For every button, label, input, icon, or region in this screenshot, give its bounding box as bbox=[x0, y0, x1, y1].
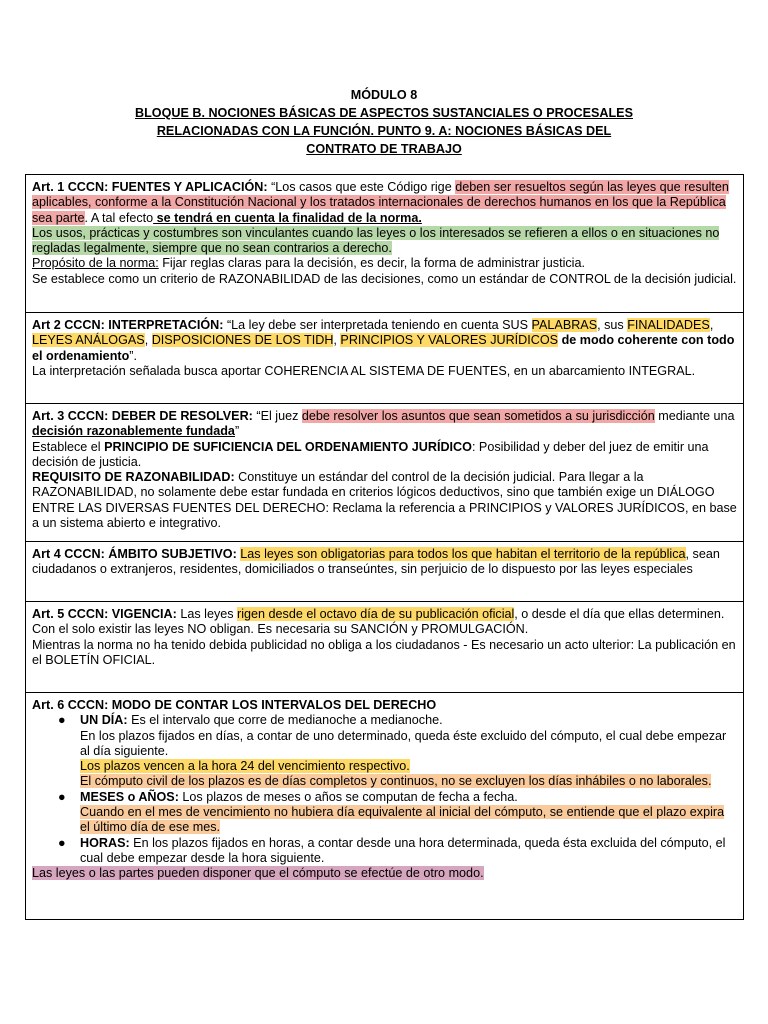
bold-text: PRINCIPIO DE SUFICIENCIA DEL ORDENAMIENTO JURÍDICO bbox=[104, 439, 472, 454]
article-2-cell bbox=[26, 313, 743, 404]
highlight-yellow: DISPOSICIONES DE LOS TIDH bbox=[151, 333, 334, 348]
article-3-title: Art. 3 CCCN: DEBER DE RESOLVER: bbox=[32, 409, 253, 423]
text: La interpretación señalada busca aportar COHERENCIA AL SISTEMA DE FUENTES, en un abarcamiento INTEGRAL. bbox=[32, 363, 696, 378]
bold-label: HORAS: bbox=[80, 835, 130, 850]
article-5-title: Art. 5 CCCN: VIGENCIA: bbox=[32, 607, 177, 621]
text: Establece el bbox=[32, 439, 105, 454]
block-title-line-3: CONTRATO DE TRABAJO bbox=[306, 142, 462, 156]
highlight-yellow: rigen desde el octavo día de su publicación oficial bbox=[237, 607, 515, 621]
text: “El juez bbox=[252, 409, 302, 423]
highlight-orange: Cuando en el mes de vencimiento no hubiera día equivalente al inicial del cómputo, se entiende que el plazo expira el último día de ese mes. bbox=[80, 805, 725, 835]
text: Es el intervalo que corre de medianoche a medianoche. bbox=[127, 713, 443, 728]
highlight-yellow: PALABRAS bbox=[531, 318, 598, 332]
article-6-cell bbox=[26, 693, 743, 919]
text: En los plazos fijados en días, a contar de uno determinado, queda éste excluido del cómputo, el cual debe empezar al día siguiente. bbox=[80, 728, 727, 758]
bullet-icon: ● bbox=[58, 789, 66, 804]
article-5-cell bbox=[26, 602, 743, 693]
text: “Los casos que este Código rige bbox=[267, 180, 456, 194]
text: En los plazos fijados en horas, a contar desde una hora determinada, queda ésta excluida del cómputo, el cual debe empezar desde la hora siguiente. bbox=[80, 835, 726, 865]
text: Se establece como un criterio de RAZONABILIDAD de las decisiones, como un estándar de CONTROL de la decisión judicial. bbox=[32, 271, 737, 286]
highlight-yellow: PRINCIPIOS Y VALORES JURÍDICOS bbox=[340, 333, 559, 348]
article-3-cell bbox=[26, 404, 743, 542]
text: , sus bbox=[597, 318, 628, 332]
article-4-cell bbox=[26, 542, 743, 602]
bold-text: de modo coherente con todo el ordenamiento bbox=[32, 333, 735, 363]
text: Los plazos de meses o años se computan de fecha a fecha. bbox=[178, 789, 518, 804]
bold-label: MESES o AÑOS: bbox=[80, 789, 179, 804]
text: Constituye un estándar del control de la decisión judicial. Para llegar a la RAZONABILIDAD, no solamente debe estar fundada en criterios lógicos deductivos, sino que también exige un DIÁLOGO ENTRE LAS DIVERSAS FUENTES DEL DERECHO: Reclama la referencia a PRINCIPIOS y VALORES JURÍDICOS, en base a un sistema abierto e integrativo. bbox=[32, 470, 737, 531]
text: : Posibilidad y deber del juez de emitir una decisión de justicia. bbox=[32, 439, 709, 469]
text: ”. bbox=[129, 348, 137, 363]
highlight-red: deben ser resueltos según las leyes que resulten aplicables, conforme a la Constitución Nacional y los tratados internacionales de derechos humanos en los que la República sea parte bbox=[32, 180, 729, 225]
article-6-title: Art. 6 CCCN: MODO DE CONTAR LOS INTERVALOS DEL DERECHO bbox=[32, 698, 437, 712]
article-4-title: Art 4 CCCN: ÁMBITO SUBJETIVO: bbox=[32, 547, 237, 561]
highlight-green: Los usos, prácticas y costumbres son vinculantes cuando las leyes o los interesados se refieren a ellos o en situaciones no regladas legalmente, siempre que no sean contrarios a derecho. bbox=[32, 225, 720, 256]
text: ” bbox=[234, 424, 240, 439]
list-item-meses bbox=[58, 789, 737, 836]
text: Con el solo existir las leyes NO obligan. Es necesaria su SANCIÓN y PROMULGACIÓN. bbox=[32, 622, 529, 637]
bullet-icon: ● bbox=[58, 713, 66, 728]
text: “La ley debe ser interpretada teniendo en cuenta SUS bbox=[223, 318, 532, 332]
bold-label: UN DÍA: bbox=[80, 713, 128, 728]
document-header bbox=[0, 86, 768, 158]
highlight-yellow: Las leyes son obligatorias para todos los que habitan el territorio de la república bbox=[240, 547, 686, 561]
list-item-dia bbox=[58, 713, 737, 789]
highlight-yellow: FINALIDADES bbox=[627, 318, 710, 332]
highlight-red: debe resolver los asuntos que sean sometidos a su jurisdicción bbox=[301, 409, 655, 423]
text: Mientras la norma no ha tenido debida publicidad no obliga a los ciudadanos - Es necesario un acto ulterior: La publicación en el BOLETÍN OFICIAL. bbox=[32, 637, 736, 667]
text: , bbox=[333, 333, 341, 348]
block-title-line-2: RELACIONADAS CON LA FUNCIÓN. PUNTO 9. A: NOCIONES BÁSICAS DEL bbox=[156, 124, 612, 138]
article-1-title: Art. 1 CCCN: FUENTES Y APLICACIÓN: bbox=[32, 180, 268, 194]
bold-underlined-text: se tendrá en cuenta la finalidad de la norma. bbox=[153, 210, 422, 225]
text: , bbox=[709, 318, 714, 332]
bold-text: REQUISITO DE RAZONABILIDAD: bbox=[32, 470, 235, 485]
text: mediante una bbox=[654, 409, 735, 423]
text: , sean ciudadanos o extranjeros, residentes, domiciliados o transeúntes, sin perjuicio de lo dispuesto por las leyes especiales bbox=[32, 547, 720, 577]
list-item-horas bbox=[58, 835, 737, 867]
intervals-list bbox=[32, 713, 737, 866]
text: , o desde el día que ellas determinen. bbox=[514, 607, 725, 621]
text: Fijar reglas claras para la decisión, es decir, la forma de administrar justicia. bbox=[158, 256, 585, 271]
article-1-cell bbox=[26, 175, 743, 313]
text: Las leyes bbox=[176, 607, 238, 621]
underlined-label: Propósito de la norma: bbox=[32, 256, 159, 271]
bold-underlined-text: decisión razonablemente fundada bbox=[32, 424, 235, 439]
articles-table bbox=[25, 174, 744, 920]
module-title: MÓDULO 8 bbox=[350, 88, 418, 102]
text: , bbox=[144, 333, 152, 348]
bullet-icon: ● bbox=[58, 835, 66, 850]
block-title-line-1: BLOQUE B. NOCIONES BÁSICAS DE ASPECTOS SUSTANCIALES O PROCESALES bbox=[135, 106, 633, 120]
highlight-orange: El cómputo civil de los plazos es de días completos y continuos, no se excluyen los días inhábiles o no laborales. bbox=[80, 774, 712, 789]
highlight-pink: Las leyes o las partes pueden disponer que el cómputo se efectúe de otro modo. bbox=[32, 866, 484, 881]
highlight-yellow: LEYES ANÁLOGAS bbox=[32, 333, 145, 348]
highlight-yellow: Los plazos vencen a la hora 24 del vencimiento respectivo. bbox=[80, 759, 410, 774]
article-2-title: Art 2 CCCN: INTERPRETACIÓN: bbox=[32, 318, 224, 332]
text: . A tal efecto bbox=[84, 210, 154, 225]
